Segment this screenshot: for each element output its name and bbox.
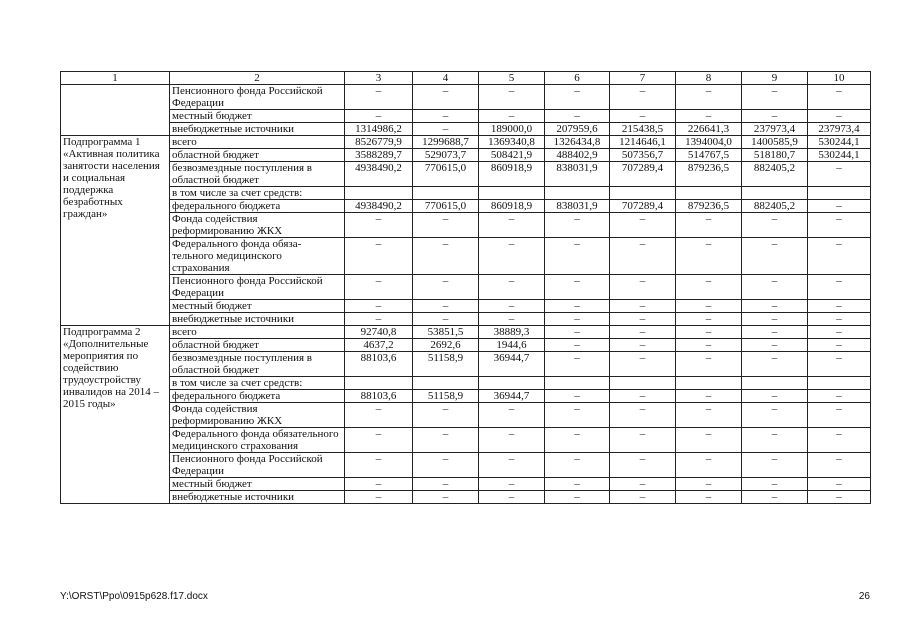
amount-cell: 215438,5 bbox=[610, 123, 676, 136]
column-header: 10 bbox=[808, 72, 871, 85]
amount-cell: 1314986,2 bbox=[345, 123, 413, 136]
amount-cell: – bbox=[413, 275, 479, 300]
amount-cell bbox=[676, 377, 742, 390]
amount-cell: – bbox=[610, 110, 676, 123]
funding-source-cell: областной бюджет bbox=[170, 149, 345, 162]
amount-cell: – bbox=[742, 300, 808, 313]
table-row bbox=[61, 390, 871, 403]
funding-source-cell: в том числе за счет средств: bbox=[170, 377, 345, 390]
amount-cell: – bbox=[479, 238, 545, 275]
funding-source-cell: федерального бюджета bbox=[170, 390, 345, 403]
table-row bbox=[61, 85, 871, 110]
program-name-cell: Подпрограмма 2 «Дополнительные мероприятия по содействию трудоустройству инвалидов на 2014 – 2015 годы» bbox=[61, 326, 170, 504]
amount-cell: 36944,7 bbox=[479, 352, 545, 377]
program-name-cell: Подпрограмма 1 «Активная политика занятости населения и социальная поддержка безработных граждан» bbox=[61, 136, 170, 326]
amount-cell: – bbox=[676, 326, 742, 339]
amount-cell: 51158,9 bbox=[413, 352, 479, 377]
amount-cell: – bbox=[808, 213, 871, 238]
amount-cell: 51158,9 bbox=[413, 390, 479, 403]
amount-cell: 707289,4 bbox=[610, 200, 676, 213]
amount-cell: – bbox=[742, 85, 808, 110]
column-header: 1 bbox=[61, 72, 170, 85]
amount-cell: – bbox=[479, 110, 545, 123]
funding-source-cell: Пенсионного фонда Российской Федерации bbox=[170, 453, 345, 478]
amount-cell: – bbox=[545, 428, 610, 453]
amount-cell: – bbox=[676, 238, 742, 275]
amount-cell: – bbox=[676, 85, 742, 110]
amount-cell bbox=[413, 377, 479, 390]
amount-cell: 189000,0 bbox=[479, 123, 545, 136]
amount-cell: – bbox=[479, 313, 545, 326]
amount-cell bbox=[610, 377, 676, 390]
amount-cell: 838031,9 bbox=[545, 200, 610, 213]
amount-cell: – bbox=[345, 238, 413, 275]
amount-cell: – bbox=[413, 123, 479, 136]
amount-cell: – bbox=[742, 478, 808, 491]
column-header: 7 bbox=[610, 72, 676, 85]
amount-cell: – bbox=[808, 162, 871, 187]
funding-source-cell: областной бюджет bbox=[170, 339, 345, 352]
amount-cell: – bbox=[345, 85, 413, 110]
amount-cell: – bbox=[742, 213, 808, 238]
amount-cell: – bbox=[610, 428, 676, 453]
amount-cell: 879236,5 bbox=[676, 200, 742, 213]
amount-cell: – bbox=[742, 390, 808, 403]
table-row bbox=[61, 149, 871, 162]
funding-source-cell: Пенсионного фонда Российской Федерации bbox=[170, 85, 345, 110]
funding-source-cell: внебюджетные источники bbox=[170, 491, 345, 504]
amount-cell bbox=[808, 377, 871, 390]
column-header: 8 bbox=[676, 72, 742, 85]
amount-cell: – bbox=[808, 326, 871, 339]
amount-cell: – bbox=[676, 478, 742, 491]
amount-cell: – bbox=[345, 300, 413, 313]
funding-source-cell: местный бюджет bbox=[170, 110, 345, 123]
funding-source-cell: федерального бюджета bbox=[170, 200, 345, 213]
amount-cell: – bbox=[479, 453, 545, 478]
amount-cell bbox=[545, 377, 610, 390]
amount-cell: 1369340,8 bbox=[479, 136, 545, 149]
amount-cell: – bbox=[545, 453, 610, 478]
amount-cell: 4938490,2 bbox=[345, 162, 413, 187]
amount-cell: 237973,4 bbox=[742, 123, 808, 136]
column-header: 5 bbox=[479, 72, 545, 85]
table-row bbox=[61, 187, 871, 200]
amount-cell: 838031,9 bbox=[545, 162, 610, 187]
amount-cell: – bbox=[808, 275, 871, 300]
amount-cell: 529073,7 bbox=[413, 149, 479, 162]
amount-cell: – bbox=[610, 491, 676, 504]
amount-cell: – bbox=[742, 339, 808, 352]
amount-cell: – bbox=[676, 403, 742, 428]
amount-cell: – bbox=[742, 110, 808, 123]
table-body bbox=[61, 72, 871, 504]
table-row bbox=[61, 238, 871, 275]
funding-source-cell: внебюджетные источники bbox=[170, 123, 345, 136]
amount-cell: – bbox=[345, 403, 413, 428]
funding-source-cell: Пенсионного фонда Российской Федерации bbox=[170, 275, 345, 300]
amount-cell: – bbox=[545, 491, 610, 504]
amount-cell: – bbox=[808, 238, 871, 275]
amount-cell: – bbox=[545, 478, 610, 491]
amount-cell: – bbox=[808, 110, 871, 123]
amount-cell: 770615,0 bbox=[413, 162, 479, 187]
amount-cell: – bbox=[610, 313, 676, 326]
funding-source-cell: местный бюджет bbox=[170, 478, 345, 491]
amount-cell: 237973,4 bbox=[808, 123, 871, 136]
amount-cell: 530244,1 bbox=[808, 136, 871, 149]
amount-cell: – bbox=[610, 213, 676, 238]
amount-cell: – bbox=[676, 110, 742, 123]
table-row bbox=[61, 453, 871, 478]
amount-cell: – bbox=[479, 85, 545, 110]
amount-cell: 879236,5 bbox=[676, 162, 742, 187]
amount-cell: – bbox=[742, 491, 808, 504]
amount-cell: – bbox=[345, 428, 413, 453]
amount-cell: – bbox=[479, 213, 545, 238]
funding-source-cell: местный бюджет bbox=[170, 300, 345, 313]
amount-cell bbox=[742, 377, 808, 390]
amount-cell: 88103,6 bbox=[345, 390, 413, 403]
amount-cell: 707289,4 bbox=[610, 162, 676, 187]
amount-cell: – bbox=[808, 300, 871, 313]
column-header: 4 bbox=[413, 72, 479, 85]
amount-cell bbox=[808, 187, 871, 200]
amount-cell: – bbox=[479, 491, 545, 504]
amount-cell: – bbox=[808, 85, 871, 110]
amount-cell: – bbox=[676, 453, 742, 478]
amount-cell: – bbox=[479, 300, 545, 313]
amount-cell: – bbox=[545, 300, 610, 313]
amount-cell: 2692,6 bbox=[413, 339, 479, 352]
amount-cell: – bbox=[742, 275, 808, 300]
amount-cell: 226641,3 bbox=[676, 123, 742, 136]
amount-cell: – bbox=[413, 238, 479, 275]
amount-cell: 207959,6 bbox=[545, 123, 610, 136]
amount-cell: – bbox=[545, 110, 610, 123]
amount-cell: – bbox=[479, 478, 545, 491]
amount-cell: 92740,8 bbox=[345, 326, 413, 339]
amount-cell: 507356,7 bbox=[610, 149, 676, 162]
amount-cell: – bbox=[545, 326, 610, 339]
amount-cell: – bbox=[610, 403, 676, 428]
amount-cell: – bbox=[742, 326, 808, 339]
amount-cell: 1400585,9 bbox=[742, 136, 808, 149]
amount-cell: 508421,9 bbox=[479, 149, 545, 162]
amount-cell: – bbox=[345, 110, 413, 123]
table-row bbox=[61, 162, 871, 187]
amount-cell: 1326434,8 bbox=[545, 136, 610, 149]
column-header: 3 bbox=[345, 72, 413, 85]
amount-cell: – bbox=[413, 478, 479, 491]
amount-cell: – bbox=[545, 213, 610, 238]
amount-cell: – bbox=[345, 491, 413, 504]
amount-cell bbox=[479, 187, 545, 200]
table-row bbox=[61, 352, 871, 377]
amount-cell: – bbox=[479, 428, 545, 453]
amount-cell: – bbox=[545, 238, 610, 275]
amount-cell: 4637,2 bbox=[345, 339, 413, 352]
amount-cell: – bbox=[413, 313, 479, 326]
amount-cell: 488402,9 bbox=[545, 149, 610, 162]
funding-source-cell: Федерального фонда обязательного медицинского страхования bbox=[170, 428, 345, 453]
amount-cell: – bbox=[610, 85, 676, 110]
amount-cell: – bbox=[610, 275, 676, 300]
amount-cell: – bbox=[479, 403, 545, 428]
amount-cell: – bbox=[676, 275, 742, 300]
amount-cell: – bbox=[413, 491, 479, 504]
amount-cell bbox=[545, 187, 610, 200]
column-header: 2 bbox=[170, 72, 345, 85]
funding-source-cell: всего bbox=[170, 326, 345, 339]
table-row bbox=[61, 403, 871, 428]
table-row bbox=[61, 213, 871, 238]
amount-cell: 3588289,7 bbox=[345, 149, 413, 162]
funding-source-cell: Фонда содействия реформированию ЖКХ bbox=[170, 213, 345, 238]
amount-cell: – bbox=[676, 213, 742, 238]
table-row bbox=[61, 313, 871, 326]
amount-cell: 530244,1 bbox=[808, 149, 871, 162]
amount-cell: 4938490,2 bbox=[345, 200, 413, 213]
amount-cell: – bbox=[676, 491, 742, 504]
funding-source-cell: Федерального фонда обяза-тельного медицинского страхования bbox=[170, 238, 345, 275]
amount-cell: 38889,3 bbox=[479, 326, 545, 339]
amount-cell: – bbox=[676, 313, 742, 326]
table-row bbox=[61, 300, 871, 313]
table-row bbox=[61, 110, 871, 123]
amount-cell: – bbox=[545, 275, 610, 300]
amount-cell: – bbox=[610, 478, 676, 491]
amount-cell: – bbox=[545, 352, 610, 377]
amount-cell: – bbox=[610, 453, 676, 478]
funding-source-cell: безвозмездные поступления в областной бюджет bbox=[170, 352, 345, 377]
amount-cell: – bbox=[413, 300, 479, 313]
amount-cell: – bbox=[610, 339, 676, 352]
amount-cell: 88103,6 bbox=[345, 352, 413, 377]
amount-cell: – bbox=[413, 213, 479, 238]
amount-cell: – bbox=[808, 339, 871, 352]
amount-cell: – bbox=[545, 403, 610, 428]
budget-table bbox=[60, 71, 871, 504]
amount-cell: 860918,9 bbox=[479, 162, 545, 187]
amount-cell bbox=[742, 187, 808, 200]
amount-cell: – bbox=[413, 428, 479, 453]
amount-cell: – bbox=[808, 313, 871, 326]
amount-cell: – bbox=[610, 300, 676, 313]
amount-cell: – bbox=[808, 428, 871, 453]
amount-cell: – bbox=[610, 326, 676, 339]
amount-cell: – bbox=[676, 339, 742, 352]
amount-cell: – bbox=[413, 403, 479, 428]
funding-source-cell: всего bbox=[170, 136, 345, 149]
amount-cell: 882405,2 bbox=[742, 162, 808, 187]
amount-cell: – bbox=[742, 428, 808, 453]
amount-cell bbox=[676, 187, 742, 200]
amount-cell bbox=[345, 377, 413, 390]
amount-cell: 882405,2 bbox=[742, 200, 808, 213]
amount-cell: – bbox=[610, 390, 676, 403]
amount-cell: – bbox=[808, 491, 871, 504]
amount-cell: – bbox=[676, 352, 742, 377]
table-row bbox=[61, 326, 871, 339]
table-row bbox=[61, 200, 871, 213]
amount-cell: 770615,0 bbox=[413, 200, 479, 213]
document-file-path: Y:\ORST\Ppo\0915p628.f17.docx bbox=[60, 591, 208, 602]
header-row bbox=[61, 72, 871, 85]
amount-cell: – bbox=[676, 428, 742, 453]
amount-cell: – bbox=[808, 352, 871, 377]
amount-cell: 1944,6 bbox=[479, 339, 545, 352]
amount-cell: – bbox=[742, 453, 808, 478]
table-row bbox=[61, 123, 871, 136]
amount-cell: – bbox=[808, 390, 871, 403]
amount-cell: – bbox=[742, 238, 808, 275]
amount-cell bbox=[610, 187, 676, 200]
amount-cell: – bbox=[808, 200, 871, 213]
amount-cell: 1394004,0 bbox=[676, 136, 742, 149]
amount-cell: – bbox=[610, 352, 676, 377]
amount-cell: – bbox=[413, 110, 479, 123]
table-row bbox=[61, 491, 871, 504]
amount-cell: – bbox=[676, 300, 742, 313]
amount-cell: – bbox=[808, 453, 871, 478]
funding-source-cell: в том числе за счет средств: bbox=[170, 187, 345, 200]
amount-cell: 514767,5 bbox=[676, 149, 742, 162]
column-header: 6 bbox=[545, 72, 610, 85]
program-name-cell bbox=[61, 85, 170, 136]
funding-source-cell: Фонда содействия реформированию ЖКХ bbox=[170, 403, 345, 428]
amount-cell: – bbox=[545, 313, 610, 326]
table-row bbox=[61, 339, 871, 352]
amount-cell bbox=[479, 377, 545, 390]
amount-cell: – bbox=[345, 453, 413, 478]
amount-cell: 1299688,7 bbox=[413, 136, 479, 149]
table-row bbox=[61, 136, 871, 149]
amount-cell: 860918,9 bbox=[479, 200, 545, 213]
table-row bbox=[61, 377, 871, 390]
amount-cell: – bbox=[545, 339, 610, 352]
amount-cell: – bbox=[345, 313, 413, 326]
amount-cell: – bbox=[345, 275, 413, 300]
amount-cell: 36944,7 bbox=[479, 390, 545, 403]
amount-cell bbox=[345, 187, 413, 200]
amount-cell: 53851,5 bbox=[413, 326, 479, 339]
amount-cell bbox=[413, 187, 479, 200]
table-row bbox=[61, 478, 871, 491]
amount-cell: – bbox=[413, 85, 479, 110]
table-row bbox=[61, 428, 871, 453]
amount-cell: – bbox=[545, 85, 610, 110]
amount-cell: – bbox=[742, 403, 808, 428]
funding-source-cell: внебюджетные источники bbox=[170, 313, 345, 326]
amount-cell: – bbox=[610, 238, 676, 275]
funding-source-cell: безвозмездные поступления в областной бюджет bbox=[170, 162, 345, 187]
amount-cell: – bbox=[742, 313, 808, 326]
amount-cell: – bbox=[345, 213, 413, 238]
amount-cell: 518180,7 bbox=[742, 149, 808, 162]
amount-cell: – bbox=[742, 352, 808, 377]
amount-cell: – bbox=[479, 275, 545, 300]
table-row bbox=[61, 275, 871, 300]
column-header: 9 bbox=[742, 72, 808, 85]
amount-cell: 1214646,1 bbox=[610, 136, 676, 149]
amount-cell: – bbox=[545, 390, 610, 403]
amount-cell: – bbox=[676, 390, 742, 403]
amount-cell: – bbox=[808, 403, 871, 428]
amount-cell: – bbox=[345, 478, 413, 491]
amount-cell: – bbox=[413, 453, 479, 478]
amount-cell: 8526779,9 bbox=[345, 136, 413, 149]
page-number: 26 bbox=[858, 591, 870, 602]
amount-cell: – bbox=[808, 478, 871, 491]
